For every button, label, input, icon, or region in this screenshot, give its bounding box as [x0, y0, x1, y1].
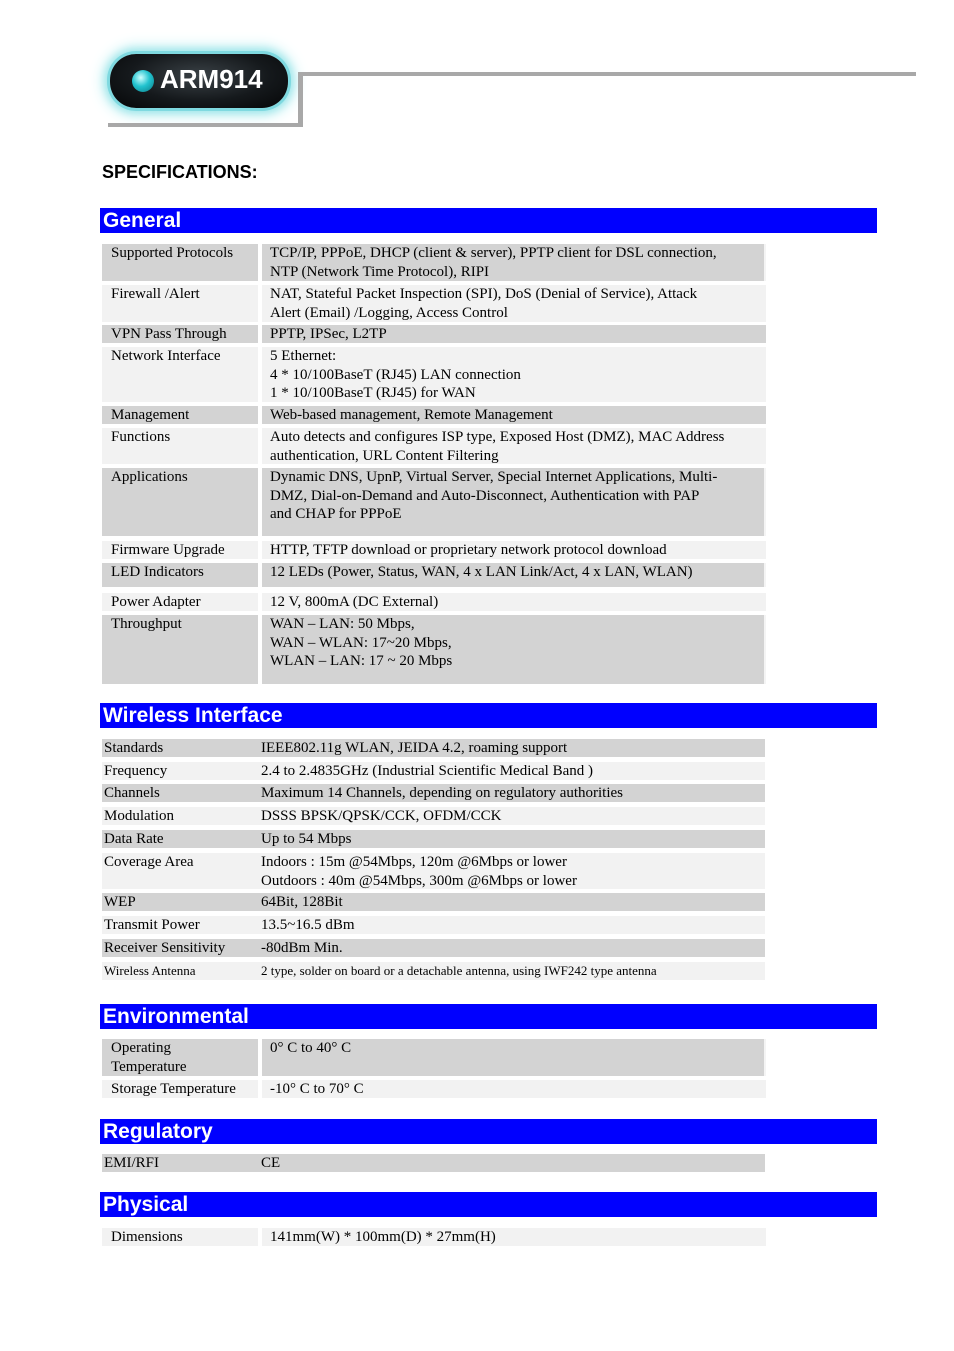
spec-value: 12 V, 800mA (DC External)	[262, 593, 766, 611]
spec-label-line: Operating	[111, 1040, 171, 1056]
section-title: Wireless Interface	[103, 704, 283, 727]
spec-label: Channels	[102, 784, 258, 802]
spec-value-line: TCP/IP, PPPoE, DHCP (client & server), PPTP client for DSL connection,	[270, 245, 717, 261]
spec-value-line: NTP (Network Time Protocol), RIPI	[270, 263, 490, 280]
spec-value-line: Alert (Email) /Logging, Access Control	[270, 304, 508, 321]
spec-label: Management	[102, 406, 258, 424]
section-header-regulatory	[100, 1119, 877, 1144]
logo-dot-icon	[132, 70, 154, 92]
spec-label: EMI/RFI	[102, 1154, 258, 1172]
page-title: SPECIFICATIONS:	[102, 162, 258, 182]
spec-value	[262, 615, 766, 684]
spec-value: 2 type, solder on board or a detachable antenna, using IWF242 type antenna	[258, 962, 765, 980]
spec-value	[262, 468, 766, 536]
spec-value-line: Indoors : 15m @54Mbps, 120m @6Mbps or lower	[261, 854, 567, 870]
spec-value-line: WAN – LAN: 50 Mbps,	[270, 616, 415, 632]
header-rule	[298, 72, 916, 76]
spec-value: -80dBm Min.	[258, 939, 765, 957]
spec-value	[258, 853, 765, 889]
spec-label: Functions	[102, 428, 258, 464]
spec-label: WEP	[102, 893, 258, 911]
section-title: Regulatory	[103, 1120, 213, 1143]
spec-label: Coverage Area	[102, 853, 258, 889]
spec-value: Web-based management, Remote Management	[262, 406, 766, 424]
spec-value	[262, 244, 766, 281]
spec-value-line: NAT, Stateful Packet Inspection (SPI), DoS (Denial of Service), Attack	[270, 286, 698, 302]
section-title: General	[103, 209, 182, 232]
spec-value-line: WAN – WLAN: 17~20 Mbps,	[270, 634, 452, 651]
spec-value	[262, 347, 766, 402]
spec-value: Maximum 14 Channels, depending on regulatory authorities	[258, 784, 765, 802]
spec-label: VPN Pass Through	[102, 325, 258, 343]
spec-value-line: Auto detects and configures ISP type, Exposed Host (DMZ), MAC Address	[270, 429, 725, 445]
spec-value-line: 5 Ethernet:	[270, 348, 337, 364]
section-header-wireless-interface	[100, 703, 877, 728]
spec-value: CE	[258, 1154, 765, 1172]
section-title: Environmental	[103, 1005, 249, 1028]
spec-value-line: DMZ, Dial-on-Demand and Auto-Disconnect, Authentication with PAP	[270, 487, 700, 504]
spec-label: Supported Protocols	[102, 244, 258, 281]
spec-value-line: Outdoors : 40m @54Mbps, 300m @6Mbps or lower	[261, 872, 577, 889]
header-rule-bottom	[108, 123, 303, 127]
section-title: Physical	[103, 1193, 189, 1216]
spec-value-line: Dynamic DNS, UpnP, Virtual Server, Special Internet Applications, Multi-	[270, 469, 718, 485]
section-header-environmental	[100, 1004, 877, 1029]
spec-value: 64Bit, 128Bit	[258, 893, 765, 911]
spec-label: Firmware Upgrade	[102, 541, 258, 559]
spec-label: Power Adapter	[102, 593, 258, 611]
logo-badge	[110, 54, 288, 108]
spec-value: IEEE802.11g WLAN, JEIDA 4.2, roaming support	[258, 739, 765, 757]
spec-value: -10° C to 70° C	[262, 1080, 766, 1098]
spec-value	[262, 285, 766, 322]
spec-value-line: WLAN – LAN: 17 ~ 20 Mbps	[270, 653, 453, 669]
spec-label: Wireless Antenna	[102, 962, 258, 980]
spec-label: Network Interface	[102, 347, 258, 402]
spec-label: Dimensions	[102, 1228, 258, 1246]
spec-label	[102, 1039, 258, 1076]
spec-label: Frequency	[102, 762, 258, 780]
spec-label: Data Rate	[102, 830, 258, 848]
product-logo	[108, 52, 303, 126]
spec-label: LED Indicators	[102, 563, 258, 587]
spec-label: Receiver Sensitivity	[102, 939, 258, 957]
spec-label: Firewall /Alert	[102, 285, 258, 322]
spec-value: 0° C to 40° C	[262, 1039, 766, 1076]
spec-value: 12 LEDs (Power, Status, WAN, 4 x LAN Link/Act, 4 x LAN, WLAN)	[262, 563, 766, 587]
spec-value: HTTP, TFTP download or proprietary network protocol download	[262, 541, 766, 559]
spec-value	[262, 428, 766, 464]
spec-label: Storage Temperature	[102, 1080, 258, 1098]
spec-value-line: and CHAP for PPPoE	[270, 506, 402, 522]
spec-value-line: authentication, URL Content Filtering	[270, 447, 499, 464]
spec-label-line: Temperature	[111, 1058, 187, 1075]
spec-value: 2.4 to 2.4835GHz (Industrial Scientific Medical Band )	[258, 762, 765, 780]
spec-value-line: 4 * 10/100BaseT (RJ45) LAN connection	[270, 366, 521, 383]
section-header-general	[100, 208, 877, 233]
spec-label: Standards	[102, 739, 258, 757]
spec-label: Applications	[102, 468, 258, 536]
section-header-physical	[100, 1192, 877, 1217]
spec-value: DSSS BPSK/QPSK/CCK, OFDM/CCK	[258, 807, 765, 825]
spec-value: Up to 54 Mbps	[258, 830, 765, 848]
spec-value: 141mm(W) * 100mm(D) * 27mm(H)	[262, 1228, 766, 1246]
spec-value-line: 1 * 10/100BaseT (RJ45) for WAN	[270, 385, 476, 401]
spec-label: Modulation	[102, 807, 258, 825]
spec-label: Transmit Power	[102, 916, 258, 934]
spec-value: 13.5~16.5 dBm	[258, 916, 765, 934]
spec-value: PPTP, IPSec, L2TP	[262, 325, 766, 343]
header-rule-vertical	[298, 72, 303, 127]
logo-text: ARM914	[160, 64, 263, 94]
spec-label: Throughput	[102, 615, 258, 684]
